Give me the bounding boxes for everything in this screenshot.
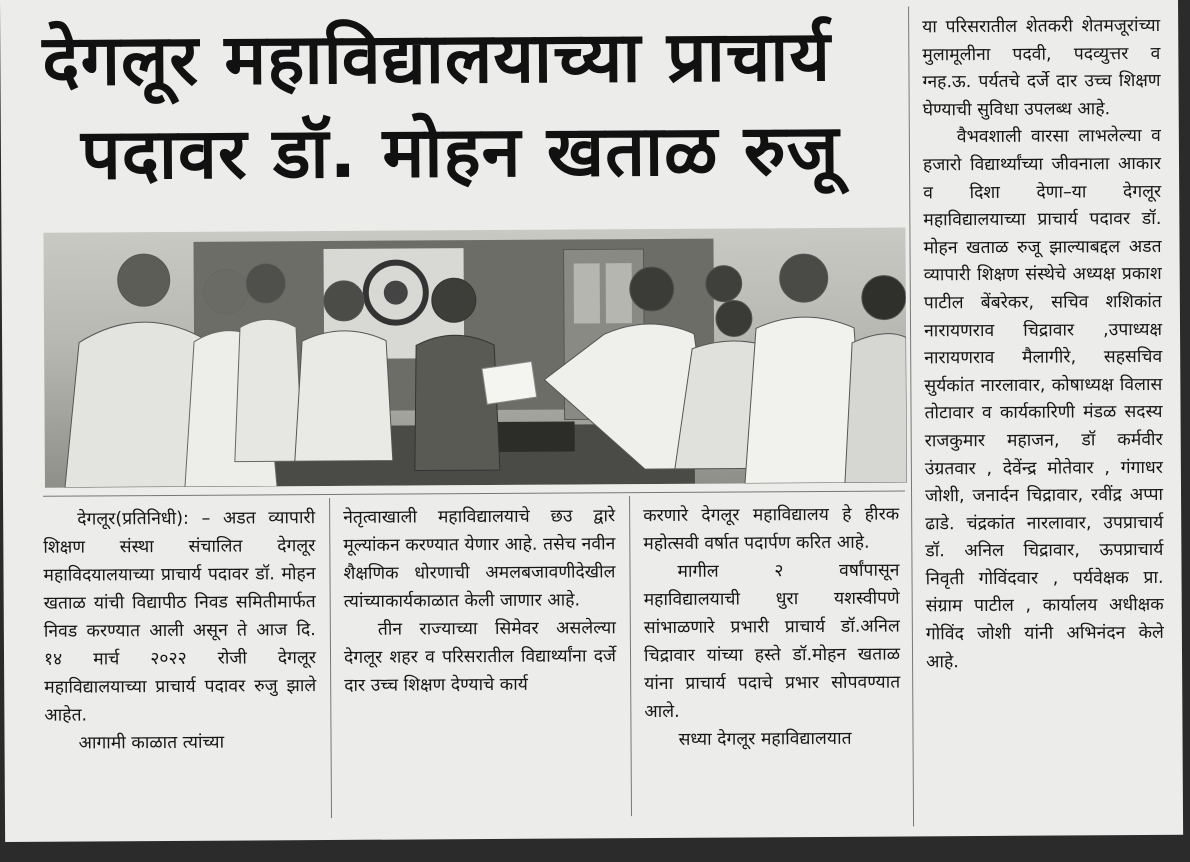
column-divider xyxy=(629,496,632,816)
paragraph: या परिसरातील शेतकरी शेतमजूरांच्या मुलामूलीना पदवी, पदव्युत्तर व ग्नह.ऊ. पर्यतचे दर्जे दार उच्च शिक्षण घेण्याची सुविधा उपलब्ध आहे. xyxy=(922,15,1161,121)
article-column-4 xyxy=(922,13,1164,677)
paragraph: देगलूर(प्रतिनिधी): – अडत व्यापारी शिक्षण संस्था संचालित देगलूर महाविदयालयाच्या प्राचार्य पदावर डॉ. मोहन खताळ यांची विद्यापीठ निवड समितीमार्फत निवड करण्यात आली असून ते आज दि. १४ मार्च २०२२ रोजी देगलूर महाविद्यालयाच्या प्राचार्य पदावर रुजु झाले आहेत. xyxy=(43,508,317,726)
headline-line-2: पदावर डॉ. मोहन खताळ रुजू xyxy=(80,108,840,196)
photo-emblem-center xyxy=(384,281,408,305)
paragraph: आगामी काळात त्यांच्या xyxy=(78,732,225,754)
previous-article-strip xyxy=(520,0,1040,5)
photo-document xyxy=(482,361,537,404)
photo-divider xyxy=(43,490,905,496)
news-photo xyxy=(43,227,907,487)
article-column-1 xyxy=(43,504,317,758)
column-divider xyxy=(908,6,914,826)
photo-cabinet-shelf xyxy=(574,263,600,323)
headline xyxy=(42,8,903,201)
photo-cabinet-shelf xyxy=(606,263,632,323)
photo-illustration xyxy=(43,227,907,487)
paragraph: नेतृत्वाखाली महाविद्यालयाचे छउ द्वारे मूल्यांकन करण्यात येणार आहे. तसेच नवीन शैक्षणिक धोरणाची अमलबजावणीदेखील त्यांच्याकार्यकाळात केली जाणार आहे. xyxy=(343,506,616,612)
photo-person xyxy=(844,275,907,482)
column-divider xyxy=(329,498,332,818)
paragraph: मागील २ वर्षांपासून महाविद्यालयाची धुरा यशस्वीपणे सांभाळणारे प्रभारी प्राचार्य डॉ.अनिल चिद्रावार यांच्या हस्ते डॉ.मोहन खताळ यांना प्राचार्य पदाचे प्रभार सोपवण्यात आले. xyxy=(643,560,901,723)
paragraph: सध्या देगलूर महाविद्यालयात xyxy=(678,728,852,750)
paragraph: करणारे देगलूर महाविद्यालय हे हीरक महोत्सवी वर्षात पदार्पण करित आहे. xyxy=(643,504,900,555)
article-column-2 xyxy=(343,502,616,700)
headline-line-1: देगलूर महाविद्यालयाच्या प्राचार्य xyxy=(42,14,832,102)
paragraph: वैभवशाली वारसा लाभलेल्या व हजारो विद्यार्थ्यांच्या जीवनाला आकार व दिशा देणा–या देगलूर महाविद्यालयाच्या प्राचार्य पदावर डॉ. मोहन खताळ रुजू झाल्याबद्दल अडत व्यापारी शिक्षण संस्थेचे अध्यक्ष प्रकाश पाटील बेंबरेकर, सचिव शशिकांत नारायणराव चिद्रावार ,उपाध्यक्ष नारायणराव मैलागीरे, सहसचिव सुर्यकांत नारलावार, कोषाध्यक्ष विलास तोटावार व कार्यकारिणी मंडळ सदस्य राजकुमार महाजन, डॉ कर्मवीर उंग्रतवार , देवेंन्द्र मोतेवार , गंगाधर जोशी, जनार्दन चिद्रावार, रवींद्र अप्पा ढाडे. चंद्रकांत नारलावार, उपप्राचार्य डॉ. अनिल चिद्रावार, ऊपप्राचार्य निवृती गोविंदवार , पर्यवेक्षक प्रा. संग्राम पाटील , कार्यालय अधीक्षक गोविंद जोशी यांनी अभिनंदन केले आहे. xyxy=(922,126,1164,673)
paragraph: तीन राज्याच्या सिमेवर असलेल्या देगलूर शहर व परिसरातील विद्यार्थ्यांना दर्जे दार उच्च शिक्षण देण्याचे कार्य xyxy=(343,618,617,696)
article-column-3 xyxy=(643,501,901,755)
